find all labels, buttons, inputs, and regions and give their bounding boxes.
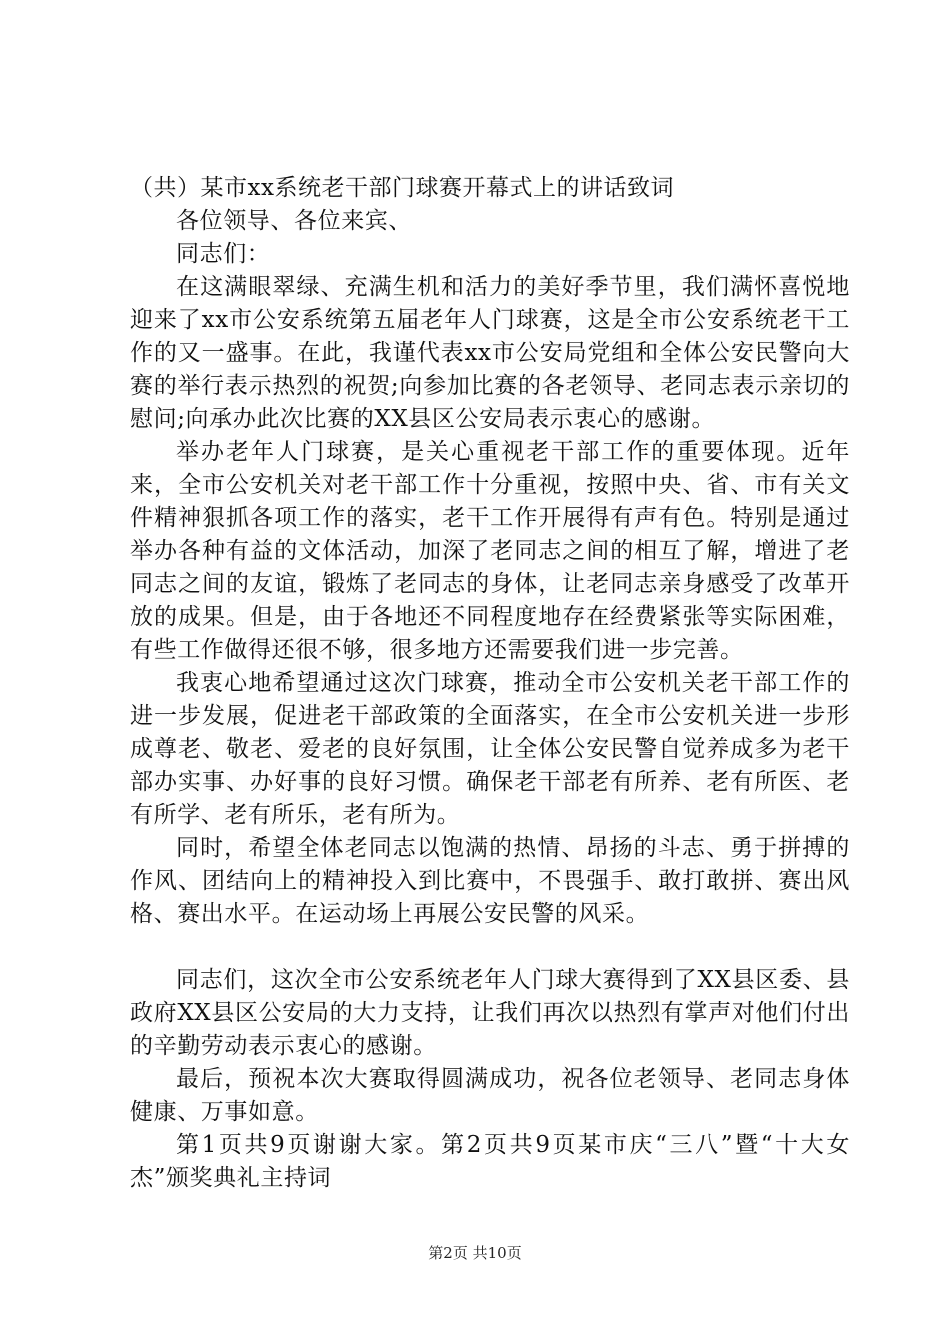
paragraph-opening: 在这满眼翠绿、充满生机和活力的美好季节里，我们满怀喜悦地迎来了xx市公安系统第五届老年人门球赛，这是全市公安系统老干工作的又一盛事。在此，我谨代表xx市公安局党组和全体公安民警向大赛的举行表示热烈的祝贺;向参加比赛的各老领导、老同志表示亲切的慰问;向承办此次比赛的XX县区公安局表示衷心的感谢。 — [130, 274, 850, 432]
salutation-line-2: 同志们： — [176, 241, 271, 267]
paragraph-thanks: 同志们，这次全市公安系统老年人门球大赛得到了XX县区委、县政府XX县区公安局的大力支持，让我们再次以热烈有掌声对他们付出的辛勤劳动表示衷心的感谢。 — [130, 967, 850, 1059]
paragraph-page-marker: 第1页共9页谢谢大家。第2页共9页某市庆“三八”暨“十大女杰”颁奖典礼主持词 — [130, 1132, 850, 1191]
paragraph-spacer — [130, 931, 850, 964]
page-number-footer: 第2页 共10页 — [428, 1244, 522, 1262]
salutation-line-1: 各位领导、各位来宾、 — [176, 208, 412, 234]
paragraph-significance: 举办老年人门球赛，是关心重视老干部工作的重要体现。近年来，全市公安机关对老干部工作十分重视，按照中央、省、市有关文件精神狠抓各项工作的落实，老干工作开展得有声有色。特别是通过举办各种有益的文体活动，加深了老同志之间的相互了解，增进了老同志之间的友谊，锻炼了老同志的身体，让老同志亲身感受了改革开放的成果。但是，由于各地还不同程度地存在经费紧张等实际困难，有些工作做得还很不够，很多地方还需要我们进一步完善。 — [130, 439, 850, 663]
paragraph-encouragement: 同时，希望全体老同志以饱满的热情、昂扬的斗志、勇于拼搏的作风、团结向上的精神投入到比赛中，不畏强手、敢打敢拼、赛出风格、赛出水平。在运动场上再展公安民警的风采。 — [130, 835, 850, 927]
paragraph-hope: 我衷心地希望通过这次门球赛，推动全市公安机关老干部工作的进一步发展，促进老干部政策的全面落实，在全市公安机关进一步形成尊老、敬老、爱老的良好氛围，让全体公安民警自觉养成多为老干部办实事、办好事的良好习惯。确保老干部老有所养、老有所医、老有所学、老有所乐，老有所为。 — [130, 670, 850, 828]
document-body — [130, 172, 850, 1195]
paragraph-closing: 最后，预祝本次大赛取得圆满成功，祝各位老领导、老同志身体健康、万事如意。 — [130, 1066, 850, 1125]
document-title: （共）某市xx系统老干部门球赛开幕式上的讲话致词 — [130, 175, 674, 201]
